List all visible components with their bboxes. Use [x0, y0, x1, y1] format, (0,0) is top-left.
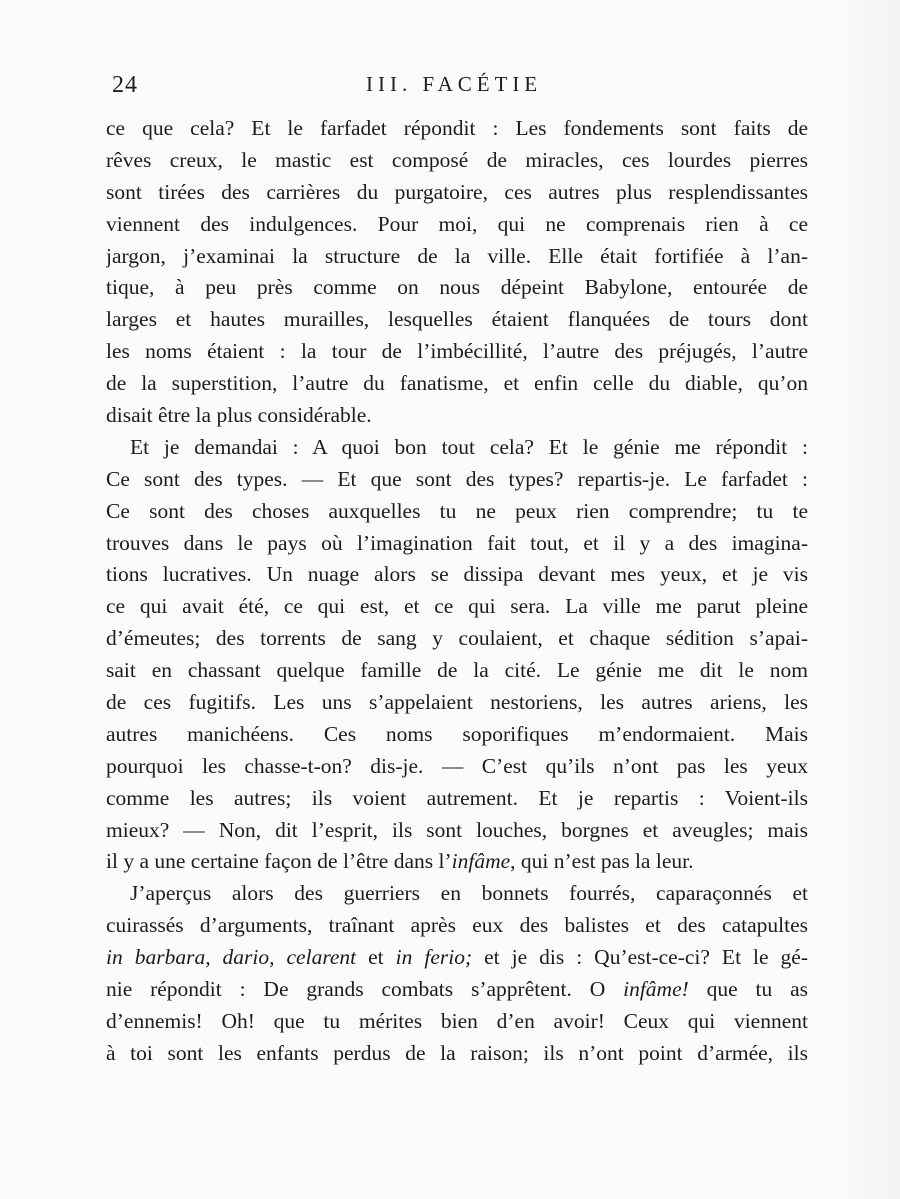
- text-line: de ces fugitifs. Les uns s’appelaient nestoriens, les autres ariens, les: [106, 690, 808, 715]
- text-line: [106, 942, 808, 974]
- text-line: comme les autres; ils voient autrement. Et je repartis : Voient-ils: [106, 785, 808, 810]
- text-run: que tu as: [688, 977, 808, 1002]
- text-line: disait être la plus considérable.: [106, 403, 372, 428]
- text-line: pourquoi les chasse-t-on? dis-je. — C’est qu’ils n’ont pas les yeux: [106, 753, 808, 778]
- text-run: , qui n’est pas la leur.: [510, 849, 694, 874]
- text-line: mieux? — Non, dit l’esprit, ils sont louches, borgnes et aveugles; mais: [106, 817, 808, 842]
- text-line: sait en chassant quelque famille de la cité. Le génie me dit le nom: [106, 658, 808, 683]
- text-line: d’ennemis! Oh! que tu mérites bien d’en avoir! Ceux qui viennent: [106, 1008, 808, 1033]
- paragraph-3: [106, 878, 808, 1069]
- text-line: Ce sont des types. — Et que sont des types? repartis-je. Le farfadet :: [106, 466, 808, 491]
- text-line: [106, 846, 808, 878]
- text-line: rêves creux, le mastic est composé de miracles, ces lourdes pierres: [106, 147, 808, 172]
- body-text: [106, 113, 808, 1070]
- text-line: [106, 974, 808, 1006]
- text-line: de la superstition, l’autre du fanatisme, et enfin celle du diable, qu’on: [106, 371, 808, 396]
- paragraph-2: [106, 432, 808, 878]
- text-run: nie répondit : De grands combats s’apprêtent. O: [106, 977, 624, 1002]
- running-head: III. FACÉTIE: [366, 72, 543, 96]
- text-line: Et je demandai : A quoi bon tout cela? Et le génie me répondit :: [130, 434, 808, 459]
- text-line: sont tirées des carrières du purgatoire, ces autres plus resplendissantes: [106, 179, 808, 204]
- text-line: d’émeutes; des torrents de sang y coulaient, et chaque sédition s’apai-: [106, 626, 808, 651]
- italic-word: infâme!: [623, 977, 689, 1002]
- text-run: et: [356, 945, 396, 970]
- italic-phrase: in barbara, dario, celarent: [106, 945, 357, 970]
- text-run: et je dis : Qu’est-ce-ci? Et le gé-: [472, 945, 808, 970]
- text-line: trouves dans le pays où l’imagination fait tout, et il y a des imagina-: [106, 530, 808, 555]
- scan-edge-shading: [830, 0, 900, 1199]
- text-line: cuirassés d’arguments, traînant après eux des balistes et des catapultes: [106, 913, 808, 938]
- text-line: jargon, j’examinai la structure de la ville. Elle était fortifiée à l’an-: [106, 243, 808, 268]
- text-run: il y a une certaine façon de l’être dans l’: [106, 849, 452, 874]
- text-line: viennent des indulgences. Pour moi, qui ne comprenais rien à ce: [106, 211, 808, 236]
- text-line: à toi sont les enfants perdus de la raison; ils n’ont point d’armée, ils: [106, 1040, 808, 1065]
- page-number: 24: [112, 72, 138, 98]
- page-header: [108, 66, 808, 106]
- text-line: J’aperçus alors des guerriers en bonnets fourrés, caparaçonnés et: [130, 881, 808, 906]
- italic-phrase: in ferio;: [395, 945, 473, 970]
- text-line: autres manichéens. Ces noms soporifiques m’endormaient. Mais: [106, 721, 808, 746]
- italic-word: infâme: [451, 849, 511, 874]
- text-line: ce qui avait été, ce qui est, et ce qui sera. La ville me parut pleine: [106, 594, 808, 619]
- text-line: Ce sont des choses auxquelles tu ne peux rien comprendre; tu te: [106, 498, 808, 523]
- text-line: ce que cela? Et le farfadet répondit : Les fondements sont faits de: [106, 116, 808, 140]
- text-line: tique, à peu près comme on nous dépeint Babylone, entourée de: [106, 275, 808, 300]
- paragraph-1: [106, 113, 808, 432]
- text-line: tions lucratives. Un nuage alors se dissipa devant mes yeux, et je vis: [106, 562, 808, 587]
- text-line: larges et hautes murailles, lesquelles étaient flanquées de tours dont: [106, 307, 808, 332]
- text-line: les noms étaient : la tour de l’imbécillité, l’autre des préjugés, l’autre: [106, 339, 808, 364]
